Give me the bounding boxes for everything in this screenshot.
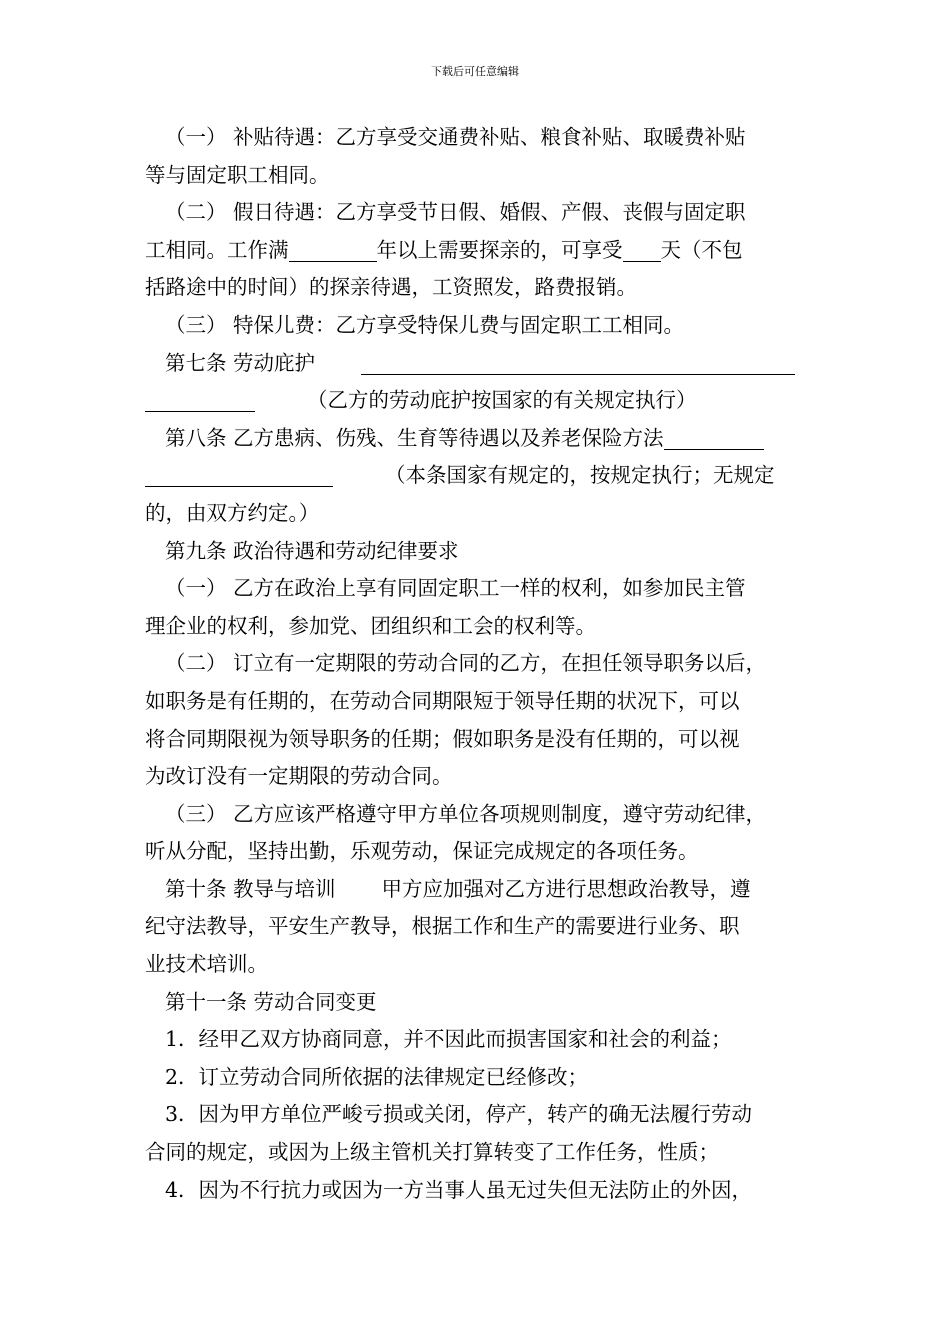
document-body	[145, 119, 810, 1209]
fill-in-blank[interactable]	[664, 425, 764, 450]
fill-in-blank[interactable]	[145, 387, 255, 412]
text-segment: 年以上需要探亲的，可享受	[376, 237, 623, 262]
fill-in-blank[interactable]	[361, 350, 795, 375]
article-heading: 第十条 教导与培训	[165, 876, 336, 901]
list-item: 3．因为甲方单位严峻亏损或关闭，停产，转产的确无法履行劳动	[165, 1102, 753, 1127]
article-heading: 第十一条 劳动合同变更	[165, 989, 377, 1014]
article-heading: 第八条 乙方患病、伤残、生育等待遇以及养老保险方法	[165, 425, 664, 450]
text-line: 合同的规定，或因为上级主管机关打算转变了工作任务，性质；	[145, 1140, 719, 1165]
article-heading: 第七条 劳动庇护	[165, 350, 316, 375]
article-heading: 第九条 政治待遇和劳动纪律要求	[165, 538, 459, 563]
text-line	[145, 420, 810, 458]
text-line: （三） 乙方应该严格遵守甲方单位各项规则制度，遵守劳动纪律，	[165, 801, 767, 826]
list-item: 4．因为不行抗力或因为一方当事人虽无过失但无法防止的外因，	[165, 1177, 753, 1202]
text-line: 如职务是有任期的，在劳动合同期限短于领导任期的状况下，可以	[145, 688, 740, 713]
text-line: （二） 订立有一定期限的劳动合同的乙方，在担任领导职务以后，	[165, 651, 767, 676]
text-line: （三） 特保儿费：乙方享受特保儿费与固定职工工相同。	[165, 312, 685, 337]
text-line: 将合同期限视为领导职务的任期；假如职务是没有任期的，可以视	[145, 726, 740, 751]
list-item: 1．经甲乙双方协商同意，并不因此而损害国家和社会的利益；	[165, 1027, 732, 1052]
text-line	[145, 457, 810, 495]
text-line: 等与固定职工相同。	[145, 162, 330, 187]
text-line: 括路途中的时间）的探亲待遇，工资照发，路费报销。	[145, 275, 637, 300]
text-line	[145, 345, 810, 383]
text-line: 纪守法教导，平安生产教导，根据工作和生产的需要进行业务、职	[145, 914, 740, 939]
text-line	[145, 232, 810, 270]
text-line	[145, 382, 810, 420]
page-header: 下载后可任意编辑	[431, 65, 519, 78]
text-segment: 工相同。工作满	[145, 237, 289, 262]
text-line	[145, 871, 810, 909]
fill-in-blank[interactable]	[289, 237, 377, 262]
text-line: 为改订没有一定期限的劳动合同。	[145, 764, 453, 789]
fill-in-blank[interactable]	[145, 462, 333, 487]
text-segment: 天（不包	[660, 237, 743, 262]
text-line: 听从分配，坚持出勤，乐观劳动，保证完成规定的各项任务。	[145, 839, 699, 864]
list-item: 2．订立劳动合同所依据的法律规定已经修改；	[165, 1064, 589, 1089]
text-line: （一） 乙方在政治上享有同固定职工一样的权利，如参加民主管	[165, 576, 746, 601]
text-segment: 甲方应加强对乙方进行思想政治教导，遵	[381, 876, 751, 901]
text-segment: （本条国家有规定的，按规定执行；无规定	[385, 463, 775, 488]
text-segment: （乙方的劳动庇护按国家的有关规定执行）	[307, 388, 697, 413]
text-line: （一） 补贴待遇：乙方享受交通费补贴、粮食补贴、取暖费补贴	[165, 125, 746, 149]
text-line: 业技术培训。	[145, 952, 268, 977]
text-line: 理企业的权利，参加党、团组织和工会的权利等。	[145, 613, 596, 638]
fill-in-blank[interactable]	[623, 237, 661, 262]
text-line: 的，由双方约定。）	[145, 500, 320, 525]
text-line: （二） 假日待遇：乙方享受节日假、婚假、产假、丧假与固定职	[165, 200, 746, 225]
